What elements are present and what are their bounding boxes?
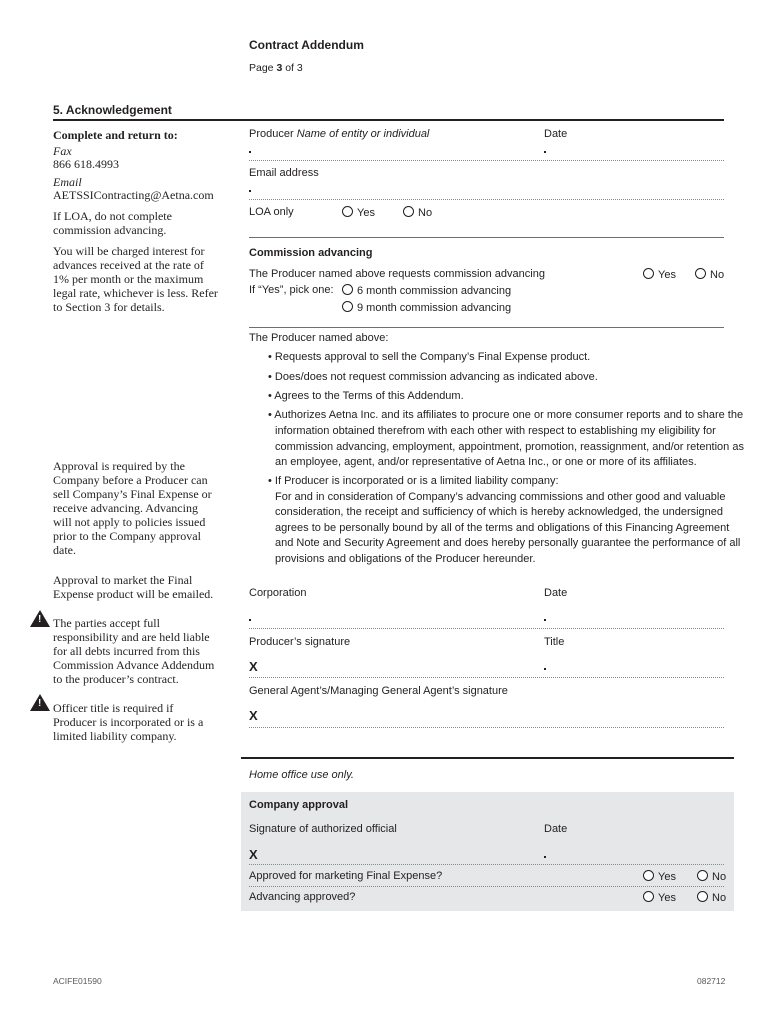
email-label: Email — [53, 175, 82, 189]
commission-yes-option[interactable]: Yes — [643, 268, 676, 281]
warning-icon: ! — [30, 694, 50, 711]
bullet-incorporated-4: agrees to be personally bound by all of the terms and obligations of this Financing Agreement — [275, 522, 730, 534]
radio-icon[interactable] — [695, 268, 706, 279]
radio-icon[interactable] — [697, 870, 708, 881]
commission-request-text: The Producer named above requests commission advancing — [249, 268, 545, 280]
radio-icon[interactable] — [643, 268, 654, 279]
official-signature-label: Signature of authorized official — [249, 823, 397, 835]
radio-icon[interactable] — [342, 301, 353, 312]
approval-note-2: Company before a Producer can — [53, 473, 208, 487]
field-marker — [249, 619, 251, 621]
loa-note-1: If LOA, do not complete — [53, 209, 172, 223]
loa-yes-option[interactable]: Yes — [342, 206, 375, 219]
field-marker — [544, 619, 546, 621]
bullet-incorporated-3: consideration, the receipt and sufficiency of which is hereby acknowledged, the undersigned — [275, 506, 724, 518]
parties-note-2: responsibility and are held liable — [53, 630, 210, 644]
document-title: Contract Addendum — [249, 38, 364, 52]
producer-name-field[interactable] — [249, 160, 724, 161]
home-office-rule — [241, 757, 734, 759]
parties-note-5: to the producer’s contract. — [53, 672, 179, 686]
ga-signature-x: X — [249, 708, 258, 723]
warning-icon: ! — [30, 610, 50, 627]
producer-signature-field[interactable] — [249, 677, 724, 678]
revision-date-code: 082712 — [697, 976, 726, 986]
official-signature-x: X — [249, 847, 258, 862]
nine-month-option[interactable]: 9 month commission advancing — [342, 301, 511, 314]
bullet-authorizes-4: an employee, agent, and/or representative of Aetna Inc., or one or more of its affiliates. — [275, 456, 697, 468]
advancing-approval-question: Advancing approved? — [249, 891, 356, 903]
field-marker — [249, 151, 251, 153]
divider — [249, 237, 724, 238]
corporation-label: Corporation — [249, 587, 307, 599]
row-divider — [249, 886, 724, 887]
approval-note-4: receive advancing. Advancing — [53, 501, 198, 515]
officer-note-1: Officer title is required if — [53, 701, 174, 715]
bullet-authorizes-2: information obtained therefrom with each other with respect to establishing my eligibility for — [275, 425, 716, 437]
bullet-incorporated-1: • If Producer is incorporated or is a limited liability company: — [268, 475, 559, 487]
section-rule — [53, 119, 724, 121]
page-indicator: Page 3 of 3 — [249, 62, 303, 74]
producer-signature-label: Producer’s signature — [249, 636, 351, 648]
interest-note-2: advances received at the rate of — [53, 258, 204, 272]
interest-note-5: to Section 3 for details. — [53, 300, 165, 314]
officer-note-3: limited liability company. — [53, 729, 177, 743]
interest-note-3: 1% per month or the maximum — [53, 272, 204, 286]
ga-signature-field[interactable] — [249, 727, 724, 728]
radio-icon[interactable] — [342, 284, 353, 295]
parties-note-1: The parties accept full — [53, 616, 160, 630]
bullet-authorizes-1: • Authorizes Aetna Inc. and its affiliates to procure one or more consumer reports and to share the — [268, 409, 744, 421]
market-note-2: Expense product will be emailed. — [53, 587, 214, 601]
radio-icon[interactable] — [643, 891, 654, 902]
section-title: 5. Acknowledgement — [53, 103, 172, 117]
if-yes-label: If “Yes”, pick one: — [249, 284, 334, 296]
approval-note-1: Approval is required by the — [53, 459, 185, 473]
officer-note-2: Producer is incorporated or is a — [53, 715, 204, 729]
radio-icon[interactable] — [403, 206, 414, 217]
approval-note-3: sell Company’s Final Expense or — [53, 487, 212, 501]
parties-note-3: for all debts incurred from this — [53, 644, 200, 658]
bullet-commission-request: • Does/does not request commission advancing as indicated above. — [268, 371, 598, 383]
advancing-yes-option[interactable]: Yes — [643, 891, 676, 904]
marketing-no-option[interactable]: No — [697, 870, 726, 883]
bullet-requests-approval: • Requests approval to sell the Company’s Final Expense product. — [268, 351, 591, 363]
marketing-approval-question: Approved for marketing Final Expense? — [249, 870, 443, 882]
bullet-incorporated-6: provisions and obligations of the Producer hereunder. — [275, 553, 536, 565]
field-marker — [544, 856, 546, 858]
field-marker — [544, 151, 546, 153]
market-note-1: Approval to market the Final — [53, 573, 193, 587]
home-office-note: Home office use only. — [249, 769, 354, 781]
bullet-agrees-terms: • Agrees to the Terms of this Addendum. — [268, 390, 464, 402]
parties-note-4: Commission Advance Addendum — [53, 658, 215, 672]
approval-date-label: Date — [544, 823, 568, 835]
divider — [249, 327, 724, 328]
email-address: AETSSIContracting@Aetna.com — [53, 188, 214, 202]
loa-note-2: commission advancing. — [53, 223, 167, 237]
fax-label: Fax — [53, 144, 72, 158]
date-label: Date — [544, 128, 568, 140]
marketing-yes-option[interactable]: Yes — [643, 870, 676, 883]
interest-note-1: You will be charged interest for — [53, 244, 205, 258]
bullet-incorporated-2: For and in consideration of Company’s advancing commissions and other good and valuable — [275, 491, 726, 503]
corporation-field[interactable] — [249, 628, 724, 629]
commission-heading: Commission advancing — [249, 247, 373, 259]
approval-note-7: date. — [53, 543, 76, 557]
approval-note-5: will not apply to policies issued — [53, 515, 206, 529]
email-address-label: Email address — [249, 167, 319, 179]
email-address-field[interactable] — [249, 199, 724, 200]
six-month-option[interactable]: 6 month commission advancing — [342, 284, 511, 297]
producer-label: Producer Name of entity or individual — [249, 128, 430, 140]
interest-note-4: legal rate, whichever is less. Refer — [53, 286, 218, 300]
loa-only-label: LOA only — [249, 206, 294, 218]
corporation-date-label: Date — [544, 587, 568, 599]
approval-note-6: prior to the Company approval — [53, 529, 201, 543]
official-signature-field[interactable] — [249, 864, 724, 865]
field-marker — [249, 190, 251, 192]
field-marker — [544, 668, 546, 670]
bullet-incorporated-5: and Note and Security Agreement and does hereby personally guarantee the performance of all — [275, 537, 741, 549]
radio-icon[interactable] — [697, 891, 708, 902]
complete-return-label: Complete and return to: — [53, 128, 178, 142]
commission-no-option[interactable]: No — [695, 268, 724, 281]
loa-no-option[interactable]: No — [403, 206, 432, 219]
radio-icon[interactable] — [643, 870, 654, 881]
company-approval-heading: Company approval — [249, 799, 349, 811]
producer-signature-x: X — [249, 659, 258, 674]
advancing-no-option[interactable]: No — [697, 891, 726, 904]
title-label: Title — [544, 636, 565, 648]
ga-signature-label: General Agent’s/Managing General Agent’s signature — [249, 685, 508, 697]
fax-number: 866 618.4993 — [53, 157, 119, 171]
named-above-label: The Producer named above: — [249, 332, 389, 344]
bullet-authorizes-3: commission advancing, employment, appointment, promotion, reassignment, and/or retention as — [275, 441, 744, 453]
radio-icon[interactable] — [342, 206, 353, 217]
form-code: ACIFE01590 — [53, 976, 102, 986]
